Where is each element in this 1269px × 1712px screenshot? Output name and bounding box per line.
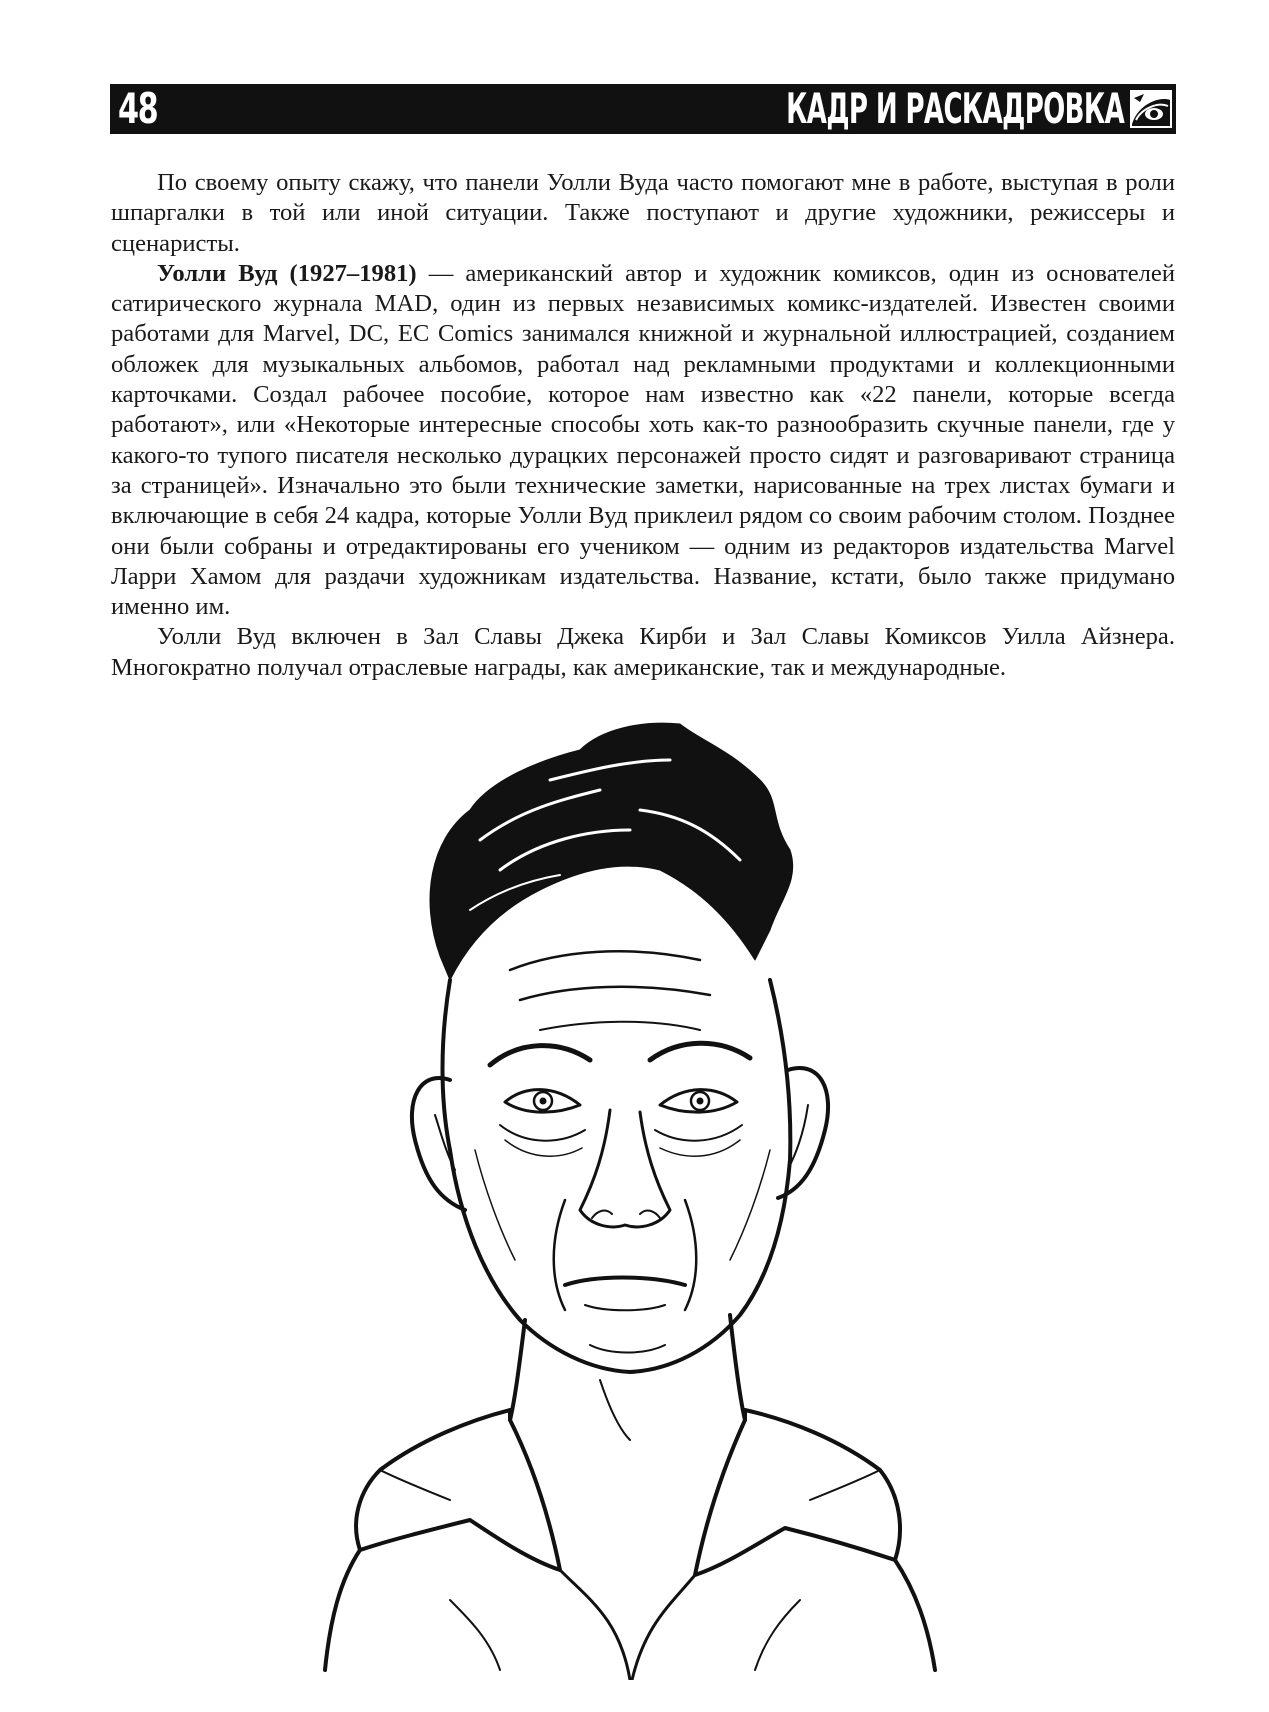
chapter-title: КАДР И РАСКАДРОВКА <box>786 84 1124 133</box>
paragraph-text: Уолли Вуд включен в Зал Славы Джека Кирби и Зал Славы Комиксов Уилла Айзнера. Многократно получал отраслевые награды, как американские, так и международные. <box>111 623 1175 681</box>
paragraph-awards <box>111 622 1175 683</box>
paragraph-biography <box>111 259 1175 623</box>
paragraph-text: По своему опыту скажу, что панели Уолли Вуда часто помогают мне в работе, выступая в роли шпаргалки в той или иной ситуации. Также поступают и другие художники, режиссеры и сценаристы. <box>111 169 1175 257</box>
page-number: 48 <box>118 84 158 133</box>
portrait-illustration <box>300 720 960 1680</box>
bold-name-lead: Уолли Вуд (1927–1981) <box>157 259 417 287</box>
paragraph-intro <box>111 168 1175 259</box>
paragraph-text: — американский автор и художник комиксов, один из основателей сатирического журнала MAD, один из первых независимых комикс-издателей. Известен своими работами для Marvel, DC, EC Comics занимался книжной и журнальной иллюстрацией, созданием обложек для музыкальных альбомов, работал над рекламными продуктами и коллекционными карточками. Создал рабочее пособие, которое нам известно как «22 панели, которые всегда работают», или «Некоторые интересные способы хоть как-то разнообразить скучные панели, где у какого-то тупого писателя несколько дурацких персонажей просто сидят и разговаривают страница за страницей». Изначально это были технические заметки, нарисованные на трех листах бумаги и включающие в себя 24 кадра, которые Уолли Вуд приклеил рядом со своим рабочим столом. Позднее они были собраны и отредактированы его учеником — одним из редакторов издательства Marvel Ларри Хамом для раздачи художникам издательства. Название, кстати, было также придумано именно им. <box>111 259 1176 621</box>
article-body <box>111 168 1175 683</box>
eye-icon <box>1130 90 1172 128</box>
running-header <box>110 84 1176 134</box>
